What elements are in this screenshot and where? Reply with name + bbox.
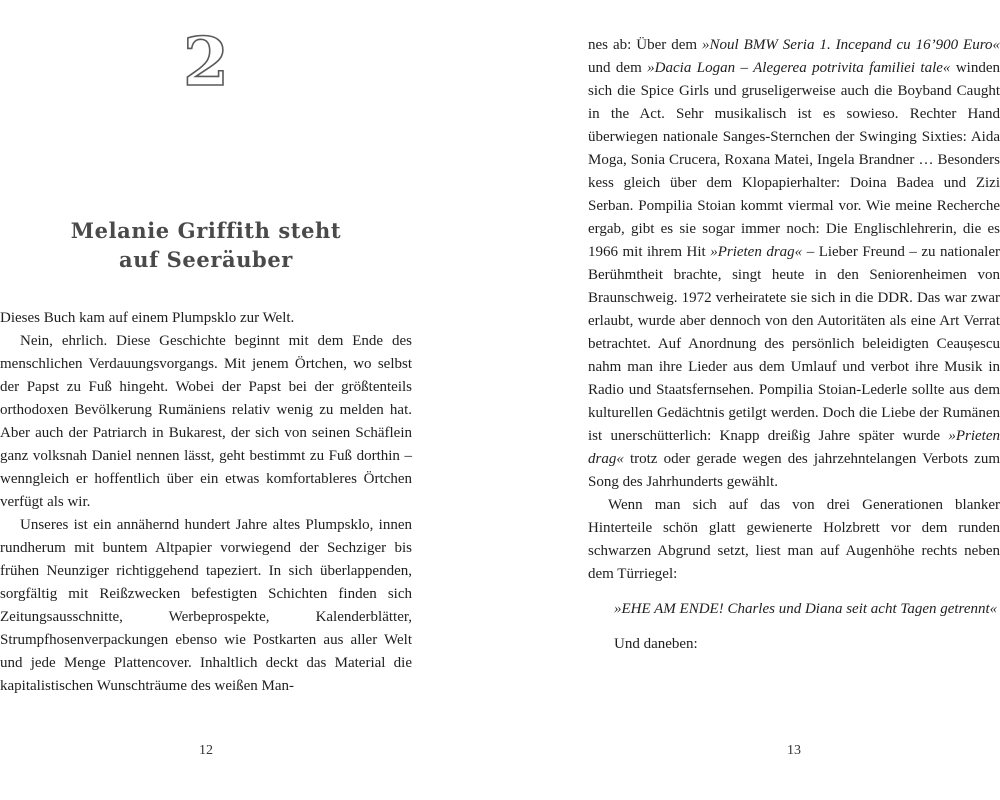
- text-run: und dem: [588, 60, 648, 76]
- paragraph-und-daneben: Und daneben:: [614, 636, 698, 652]
- paragraph-3: Unseres ist ein annähernd hundert Jahre altes Plumpsklo, innen rundherum mit buntem Altpapier vorwiegend der Sechziger bis frühen Neunziger richtiggehend tapeziert. In sich überlappenden, sorgfältig mit Reißzwecken befestigten Schichten finden sich Zeitungsausschnitte, Werbeprospekte, Kalenderblätter, Strumpfhosenverpackungen ebenso wie Postkarten aus aller Welt und jede Menge Plattencover. Inhaltlich deckt das Material die kapitalistischen Wunschträume des weißen Man-: [0, 517, 412, 694]
- chapter-title-line-1: Melanie Griffith steht: [70, 218, 342, 243]
- paragraph-toilet-seat: Wenn man sich auf das von drei Generationen blanker Hinterteile schön glatt gewienerte Holzbrett vor dem runden schwarzen Abgrund setzt, liest man auf Augenhöhe rechts neben dem Türriegel:: [588, 497, 1000, 582]
- paragraph-2: Nein, ehrlich. Diese Geschichte beginnt mit dem Ende des menschlichen Verdauungsvorgangs. Mit jenem Örtchen, wo selbst der Papst zu Fuß hingeht. Wobei der Papst bei der größtenteils orthodoxen Bevölkerung Rumäniens relativ wenig zu melden hat. Aber auch der Patriarch in Bukarest, der sich von seinen Schäflein ganz volksnah Daniel nennen lässt, geht bestimmt zu Fuß dorthin – wenngleich er hoffentlich über ein etwas komfortableres Örtchen verfügt als wir.: [0, 333, 412, 510]
- page-number-left: 12: [199, 743, 213, 758]
- text-run: – Lieber Freund – zu nationaler Berühmtheit brachte, singt heute in den Seniorenheimen von Braunschweig. 1972 verheiratete sie sich in die DDR. Das war zwar erlaubt, wurde aber dennoch von den Autoritäten als eine Art Verrat betrachtet. Auf Anordnung des persönlich beleidigten Ceaușescu nahm man ihre Lieder aus dem Umlauf und verbot ihre Musik in Radio und Staatsfernsehen. Pompilia Stoian-Lederle sollte aus dem kulturellen Gedächtnis getilgt werden. Doch die Liebe der Rumänen ist unerschütterlich: Knapp dreißig Jahre später wurde: [588, 244, 1000, 444]
- italic-run: »Noul BMW Seria 1. Incepand cu 16’900 Euro«: [702, 37, 1000, 53]
- right-body-text: [588, 34, 1000, 656]
- page-number-right: 13: [787, 743, 801, 758]
- chapter-title: [0, 216, 412, 274]
- italic-run: »Dacia Logan – Alegerea potrivita familiei tale«: [647, 60, 951, 76]
- chapter-number: 2: [183, 23, 229, 101]
- text-run: trotz oder gerade wegen des jahrzehntelangen Verbots zum Song des Jahrhunderts gewählt.: [588, 451, 1000, 490]
- left-page: [0, 0, 412, 800]
- text-run: nes ab: Über dem: [588, 37, 703, 53]
- paragraph-1: Dieses Buch kam auf einem Plumpsklo zur Welt.: [0, 310, 295, 326]
- chapter-title-line-2: auf Seeräuber: [119, 247, 293, 272]
- quoted-headline: »EHE AM ENDE! Charles und Diana seit acht Tagen getrennt«: [614, 601, 998, 617]
- italic-run: »Prieten drag«: [710, 244, 803, 260]
- italic-run: »Prieten drag«: [588, 428, 1000, 467]
- text-run: winden sich die Spice Girls und gruseligerweise auch die Boyband Caught in the Act. Sehr musikalisch ist es sowieso. Rechter Hand überwiegen nationale Sanges-Sternchen der Swinging Sixties: Aida Moga, Sonia Crucera, Roxana Matei, Ingela Brandner … Besonders kess gleich über dem Klopapierhalter: Doina Badea und Zizi Serban. Pompilia Stoian kommt viermal vor. Wie meine Recherche ergab, gibt es sie sogar immer noch: Die Englischlehrerin, die es 1966 mit ihrem Hit: [588, 60, 1000, 260]
- left-body-text: [0, 307, 412, 698]
- paragraph-continued: [588, 34, 1000, 494]
- right-page: [588, 0, 1000, 800]
